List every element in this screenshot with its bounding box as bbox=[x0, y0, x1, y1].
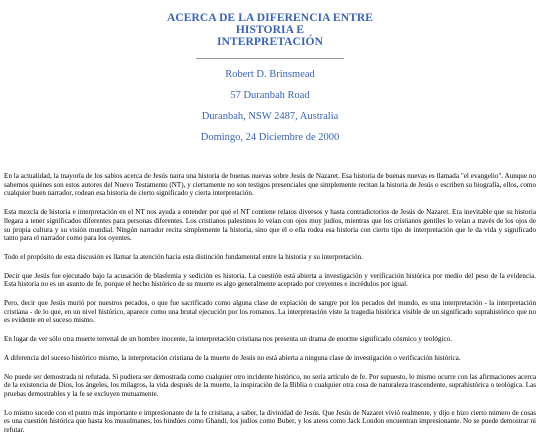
author-name: Robert D. Brinsmead bbox=[225, 69, 315, 80]
page bbox=[0, 12, 540, 435]
title-line-1: ACERCA DE LA DIFERENCIA ENTRE bbox=[166, 12, 374, 24]
title-line-3: INTERPRETACIÓN bbox=[217, 36, 323, 48]
document-date: Domingo, 24 Diciembre de 2000 bbox=[200, 132, 340, 143]
title-line-2: HISTORIA E bbox=[235, 24, 305, 36]
page-title bbox=[0, 12, 540, 48]
paragraph: A diferencia del suceso histórico mismo, la interpretación cristiana de la muerte de Jesús no está abierta a ninguna clase de investigación o verificación histórica. bbox=[4, 353, 461, 362]
author-block bbox=[0, 69, 540, 144]
paragraph: En lugar de ver sólo otra muerte terrenal de un hombre inocente, la interpretación cristiana nos presenta un drama de enorme significado cósmico y teológico. bbox=[4, 335, 452, 344]
paragraph: Decir que Jesús fue ejecutado bajo la acusación de blasfemia y sedición es historia. La cuestión está abierta a investigación y verificación histórica por medio del peso de la evidencia. Esta historia no es un asunto de fe, porque el hecho histórico de su muerte es algo generalmente aceptado por creyentes e incrédulos por igual. bbox=[4, 271, 536, 289]
paragraph: Esta mezcla de historia e interpretación en el NT nos ayuda a entender por qué el NT contiene relatos diversos y hasta contradictorios de Jesús de Nazaret. Era inevitable que su historia llegara a tener significados diferentes para personas diferentes. Los cristianos palestinos lo veían con ojos muy judíos, mientras que los cristianos gentiles lo veían a través de los ojos de su propia cultura y su visión mundial. Ningún narrador recita simplemente la historia, sino que él o ella rodea esa historia con cierto tipo de interpretación que le da vida y significado tanto para el narrador como para los oyentes. bbox=[4, 208, 536, 243]
paragraph: No puede ser demostrada ni refutada. Si pudiera ser demostrada como cualquier otro incidente histórico, no sería artículo de fe. Por supuesto, lo mismo ocurre con las afirmaciones acerca de la existencia de Dios, los ángeles, los milagros, la vida después de la muerte, la inspiración de la Biblia o cualquier otra cosa de naturaleza trascendente, suprahistórica o teológica. Las pruebas demostrables y la fe se excluyen mutuamente. bbox=[4, 372, 536, 398]
paragraph: Pero, decir que Jesús murió por nuestros pecados, o que fue sacrificado como alguna clase de expiación de sangre por los pecados del mundo, es una interpretación - la interpretación cristiana - de lo que, en un nivel histórico, aparece como una brutal ejecución por los romanos. La interpretación viste la tragedia histórica visible de un significado suprahistórico que no es evidente en el suceso mismo. bbox=[4, 299, 536, 325]
author-address-street: 57 Duranbah Road bbox=[230, 90, 310, 101]
paragraph: En la actualidad, la mayoría de los sabios acerca de Jesús narra una historia de buenas nuevas sobre Jesús de Nazaret. Esa historia de buenas nuevas es llamada "el evangelio". Aunque no sabemos quiénes son estos autores del Nuevo Testamento (NT), y ciertamente no son testigos presenciales que simplemente recitan la historia de Jesús o escriben su biografía, ellos, como cualquier buen narrador, rodean esa historia de cierto significado y cierta interpretación. bbox=[4, 172, 536, 198]
paragraph: Lo mismo sucede con el punto más importante e impresionante de la fe cristiana, a saber, la divinidad de Jesús. Que Jesús de Nazaret vivió realmente, y dijo e hizo cierto número de cosas es una cuestión histórica que hasta los musulmanes, los hindúes como Ghandi, los judíos como Buber, y los ateos como Jack London encuentran impresionante. No se puede demostrar ni refutar. bbox=[4, 408, 536, 435]
title-divider bbox=[196, 58, 344, 59]
author-address-city: Duranbah, NSW 2487, Australia bbox=[201, 111, 339, 122]
paragraph: Todo el propósito de esta discusión es llamar la atención hacia esta distinción fundamental entre la historia y su interpretación. bbox=[4, 252, 363, 261]
article-body bbox=[4, 172, 536, 445]
